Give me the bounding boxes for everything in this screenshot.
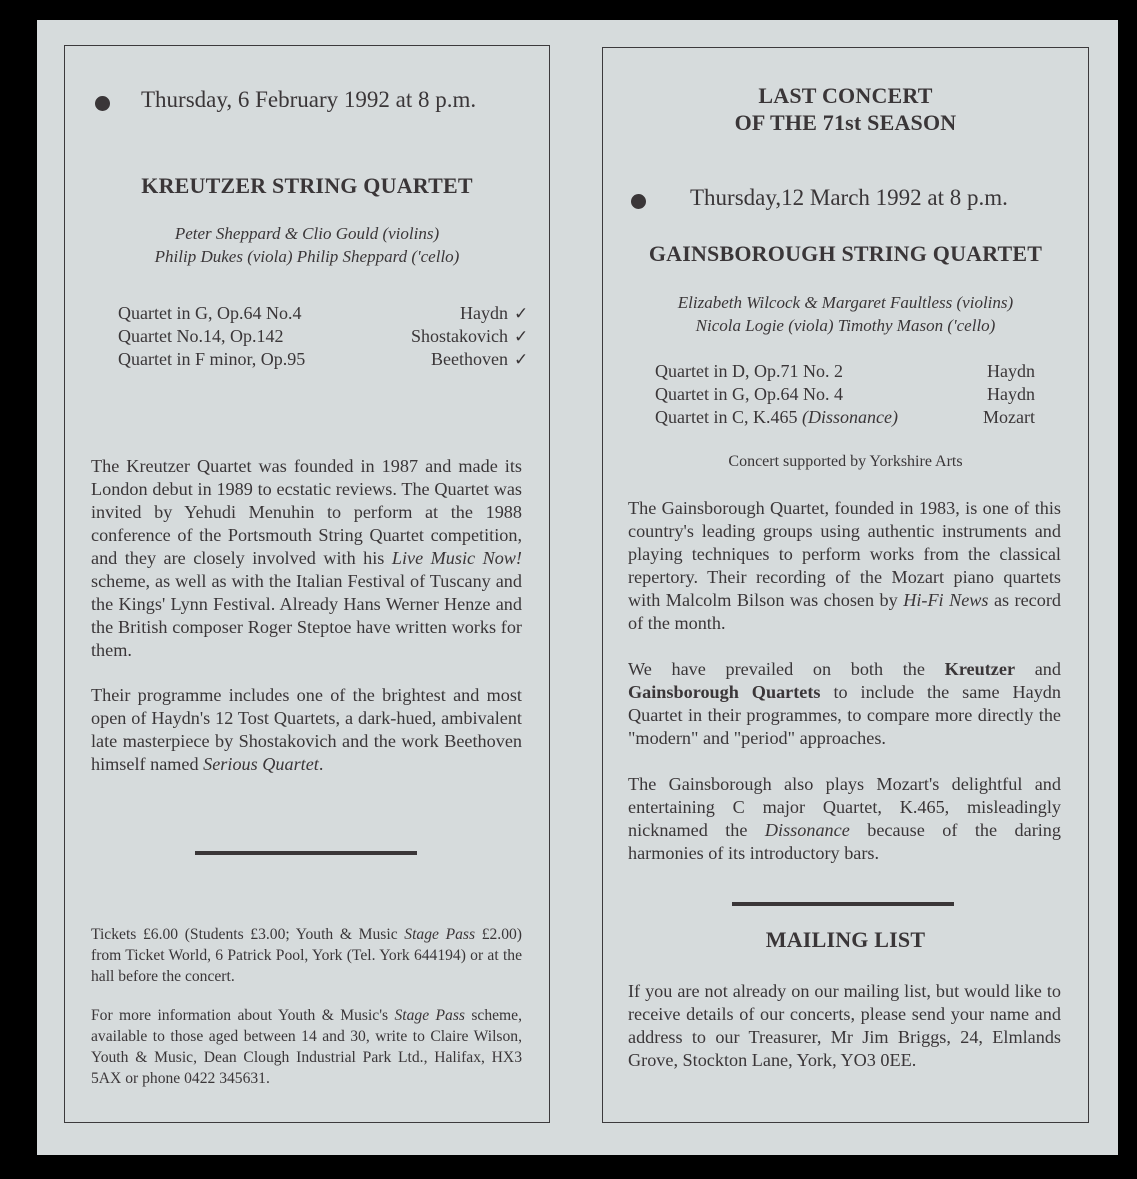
text-run: as record of the month. — [628, 590, 1061, 633]
performers-line: Nicola Logie (viola) Timothy Mason ('cello) — [695, 316, 996, 335]
performers — [603, 291, 1088, 337]
work-title: Quartet in C, K.465 — [655, 407, 802, 427]
work-title: Quartet in D, Op.71 No. 2 — [655, 361, 843, 381]
season-heading-line: OF THE 71st SEASON — [734, 110, 957, 135]
composer: Haydn — [460, 303, 508, 323]
text-run-italic: Serious Quartet — [203, 754, 319, 774]
composer: Mozart — [983, 407, 1035, 427]
season-heading — [603, 82, 1088, 136]
text-run: The Gainsborough also plays Mozart's delightful and entertaining C major Quartet, K.465, misleadingly nicknamed the — [628, 774, 1061, 840]
ensemble-title: GAINSBOROUGH STRING QUARTET — [648, 241, 1043, 266]
text-run-italic: Hi-Fi News — [903, 590, 989, 610]
text-run: scheme, available to those aged between 14 and 30, write to Claire Wilson, Youth & Music, Dean Clough Industrial Park Ltd., Halifax, HX3 5AX or phone 0422 345631. — [91, 1007, 522, 1087]
text-run: . — [318, 754, 324, 774]
text-run: because of the daring harmonies of its introductory bars. — [628, 820, 1061, 863]
performers-line: Philip Dukes (viola) Philip Sheppard ('cello) — [154, 247, 460, 266]
work-subtitle: (Dissonance) — [801, 407, 898, 427]
text-run: We have prevailed on both the — [628, 659, 945, 679]
sponsor-note: Concert supported by Yorkshire Arts — [728, 453, 963, 470]
programme-item — [118, 302, 528, 325]
programme-description — [91, 684, 522, 776]
gainsborough-panel — [602, 47, 1089, 1123]
text-run: to include the same Haydn Quartet in their programmes, to compare more directly the "modern" and "period" approaches. — [628, 682, 1061, 748]
concert-date: Thursday,12 March 1992 at 8 p.m. — [690, 185, 1008, 210]
season-heading-line: LAST CONCERT — [758, 83, 933, 108]
ensemble-title: KREUTZER STRING QUARTET — [141, 173, 473, 198]
work-title: Quartet in F minor, Op.95 — [118, 349, 306, 369]
comparison-note — [628, 658, 1061, 750]
text-run: scheme, as well as with the Italian Festival of Tuscany and the Kings' Lynn Festival. Already Hans Werner Henze and the British composer Roger Steptoe have written works for them. — [91, 571, 522, 660]
kreutzer-panel — [64, 45, 550, 1123]
text-run-bold: Kreutzer — [944, 659, 1016, 679]
composer: Shostakovich — [411, 326, 508, 346]
ensemble-description — [628, 497, 1061, 635]
work-title: Quartet No.14, Op.142 — [118, 326, 284, 346]
checkmark-icon: ✓ — [514, 350, 529, 369]
performers-line: Peter Sheppard & Clio Gould (violins) — [174, 224, 440, 243]
text-run: Tickets £6.00 (Students £3.00; Youth & Music — [91, 926, 405, 943]
performers — [65, 222, 549, 268]
programme-item — [655, 383, 1035, 406]
work-title: Quartet in G, Op.64 No.4 — [118, 303, 302, 323]
text-run: Their programme includes one of the brightest and most open of Haydn's 12 Tost Quartets, a dark-hued, ambivalent late masterpiece by Shostakovich and the work Beethoven himself named — [91, 685, 522, 774]
text-run: and — [1015, 659, 1061, 679]
stage-pass-info — [91, 1005, 522, 1089]
concert-date: Thursday, 6 February 1992 at 8 p.m. — [141, 87, 477, 112]
checkmark-icon: ✓ — [514, 327, 529, 346]
programme-list — [118, 302, 528, 371]
ensemble-description — [91, 455, 522, 662]
text-run: £2.00) from Ticket World, 6 Patrick Pool, York (Tel. York 644194) or at the hall before the concert. — [91, 926, 522, 985]
bullet-icon — [631, 194, 646, 209]
composer: Beethoven — [431, 349, 508, 369]
ticket-info — [91, 924, 522, 987]
programme-item — [655, 406, 1035, 429]
mozart-note — [628, 773, 1061, 865]
mailing-list-text: If you are not already on our mailing list, but would like to receive details of our concerts, please send your name and address to our Treasurer, Mr Jim Briggs, 24, Elmlands Grove, Stockton Lane, York, YO3 0EE. — [628, 981, 1061, 1070]
programme-item — [118, 348, 528, 371]
divider — [195, 851, 417, 855]
bullet-icon — [95, 96, 110, 111]
text-run-italic: Dissonance — [764, 820, 850, 840]
work-title: Quartet in G, Op.64 No. 4 — [655, 384, 843, 404]
text-run: The Kreutzer Quartet was founded in 1987 and made its London debut in 1989 to ecstatic reviews. The Quartet was invited by Yehudi Menuhin to perform at the 1988 conference of the Portsmouth String Quartet competition, and they are closely involved with his — [91, 456, 522, 568]
text-run-italic: Stage Pass — [394, 1007, 465, 1024]
text-run-bold: Gainsborough Quartets — [628, 682, 821, 702]
performers-line: Elizabeth Wilcock & Margaret Faultless (violins) — [677, 293, 1014, 312]
divider — [732, 902, 954, 906]
text-run: The Gainsborough Quartet, founded in 1983, is one of this country's leading groups using authentic instruments and playing techniques to perform works from the classical repertory. Their recording of the Mozart piano quartets with Malcolm Bilson was chosen by — [628, 498, 1061, 610]
text-run-italic: Stage Pass — [404, 926, 476, 943]
leaflet-page — [37, 20, 1118, 1155]
programme-item — [118, 325, 528, 348]
programme-item — [655, 360, 1035, 383]
composer: Haydn — [987, 361, 1035, 381]
text-run-italic: Live Music Now! — [391, 548, 522, 568]
programme-list — [655, 360, 1035, 429]
mailing-list-title: MAILING LIST — [765, 927, 926, 952]
composer: Haydn — [987, 384, 1035, 404]
text-run: For more information about Youth & Music's — [91, 1007, 395, 1024]
checkmark-icon: ✓ — [514, 304, 529, 323]
